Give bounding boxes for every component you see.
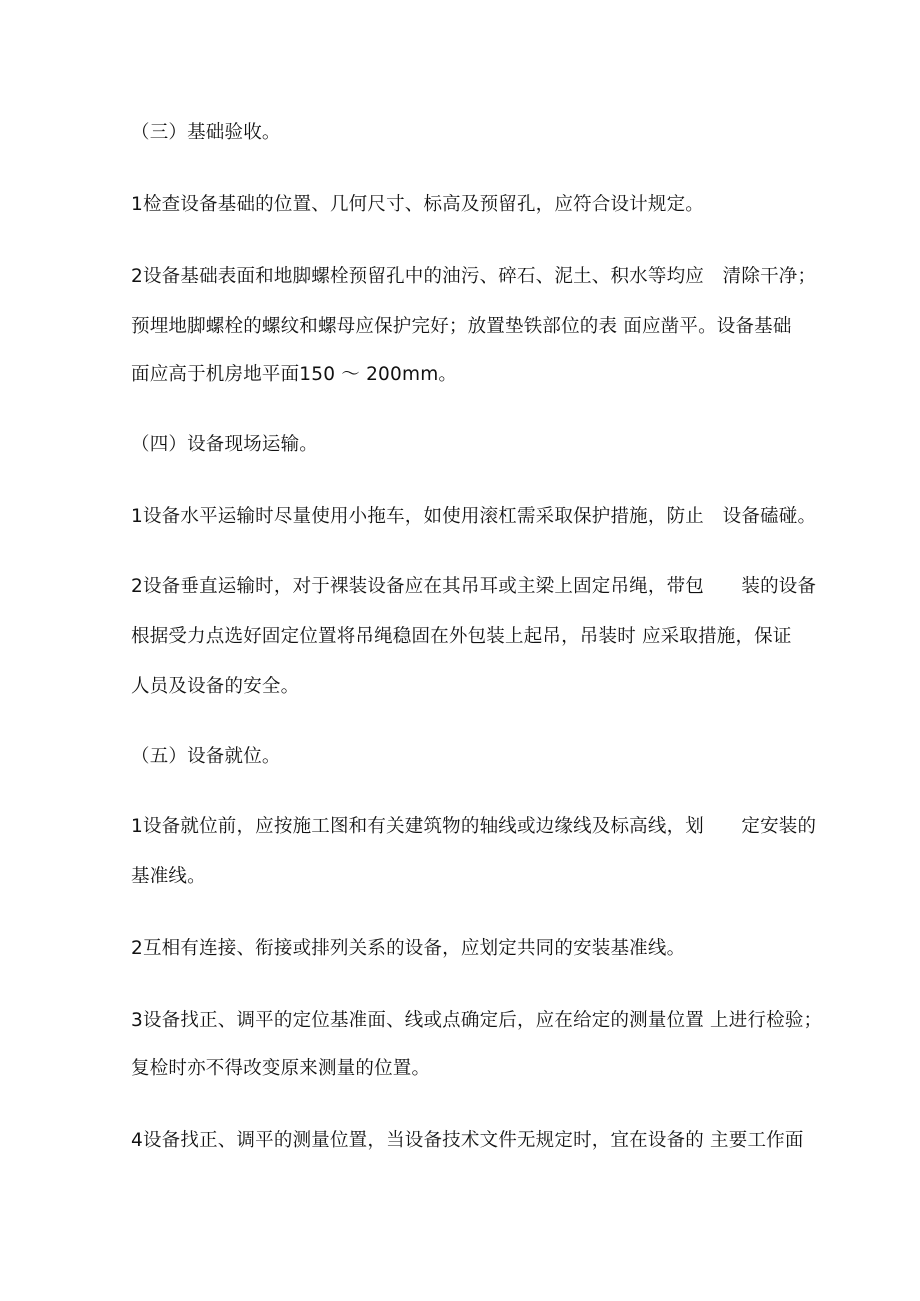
paragraph-line: 3设备找正、调平的定位基准面、线或点确定后，应在给定的测量位置 上进行检验；	[131, 1010, 823, 1031]
section-heading-3: （三）基础验收。	[131, 122, 281, 143]
section-heading-4: （四）设备现场运输。	[131, 434, 319, 455]
paragraph-line: 预埋地脚螺栓的螺纹和螺母应保护完好；放置垫铁部位的表 面应凿平。设备基础	[131, 316, 792, 337]
paragraph-line: 复检时亦不得改变原来测量的位置。	[131, 1058, 431, 1079]
paragraph-line: 1检查设备基础的位置、几何尺寸、标高及预留孔，应符合设计规定。	[131, 194, 704, 215]
paragraph-line: 2设备基础表面和地脚螺栓预留孔中的油污、碎石、泥土、积水等均应 清除干净；	[131, 266, 817, 287]
paragraph-line: 4设备找正、调平的测量位置，当设备技术文件无规定时，宜在设备的 主要工作面	[131, 1130, 804, 1151]
section-heading-5: （五）设备就位。	[131, 746, 281, 767]
paragraph-line: 根据受力点选好固定位置将吊绳稳固在外包装上起吊，吊装时 应采取措施，保证	[131, 626, 792, 647]
paragraph-line: 2设备垂直运输时，对于裸装设备应在其吊耳或主梁上固定吊绳，带包 装的设备	[131, 576, 817, 597]
paragraph-line: 1设备水平运输时尽量使用小拖车，如使用滚杠需采取保护措施，防止 设备磕碰。	[131, 506, 817, 527]
paragraph-line: 基准线。	[131, 866, 206, 887]
paragraph-line: 面应高于机房地平面150 ～ 200mm。	[131, 364, 458, 385]
paragraph-line: 2互相有连接、衔接或排列关系的设备，应划定共同的安装基准线。	[131, 938, 686, 959]
paragraph-line: 1设备就位前，应按施工图和有关建筑物的轴线或边缘线及标高线，划 定安装的	[131, 816, 817, 837]
paragraph-line: 人员及设备的安全。	[131, 676, 300, 697]
